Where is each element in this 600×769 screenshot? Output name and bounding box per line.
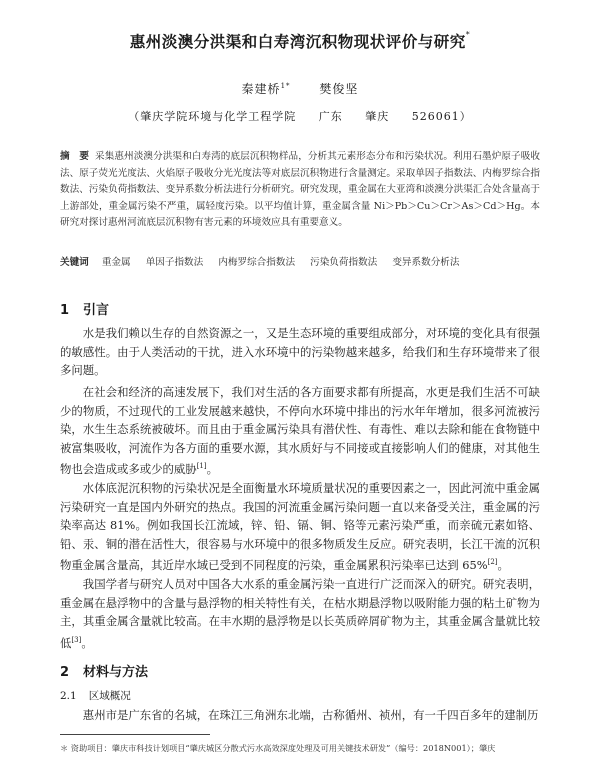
author-2: 樊俊坚 <box>319 82 359 96</box>
title-footnote-mark: * <box>465 30 471 39</box>
subsection-title: 区域概况 <box>88 690 131 702</box>
subsection-number: 2.1 <box>60 690 77 702</box>
paragraph <box>60 575 540 652</box>
author-line <box>0 80 600 97</box>
paragraph-text: 我国学者与研究人员对中国各大水系的重金属污染一直进行广泛而深入的研究。研究表明，重金属在悬浮物中的含量与悬浮物的相关特性有关，在枯水期悬浮物以吸附能力强的粘土矿物为主，其重金属含量就比较高。在丰水期的悬浮物是以长英质碎屑矿物为主，其重金属含量就比较低 <box>60 577 540 650</box>
paragraph <box>60 383 540 479</box>
abstract-label: 摘 要 <box>60 151 90 162</box>
section-number: 1 <box>60 303 70 318</box>
affiliation <box>0 108 600 124</box>
subsection-heading <box>60 688 131 703</box>
keywords-label: 关键词 <box>60 257 89 268</box>
keyword: 单因子指数法 <box>145 257 204 268</box>
section-title: 材料与方法 <box>83 665 149 680</box>
abstract-text: 采集惠州淡澳分洪渠和白寿湾的底层沉积物样品，分析其元素形态分布和污染状况。利用石墨炉原子吸收法、原子荧光光度法、火焰原子吸收分光光度法等对底层沉积物进行含量测定。采取单因子指数法、内梅罗综合指数法、污染负荷指数法、变异系数分析法进行分析研究。研究发现，重金属在大亚湾和淡澳分洪渠汇合处含量高于上游部处，重金属污染不严重，属轻度污染。以平均值计算，重金属含量 Ni＞Pb＞Cu＞Cr＞As＞Cd＞Hg。本研究对探讨惠州河流底层沉积物有害元素的环境效应具有重要意义。 <box>60 151 541 229</box>
section-2-heading <box>60 661 148 680</box>
paragraph <box>60 479 540 575</box>
citation: [2] <box>487 558 498 567</box>
section-title: 引言 <box>83 303 110 318</box>
paragraph-text: 在社会和经济的高速发展下，我们对生活的各方面要求都有所提高，水更是我们生活不可缺少的物质，不过现代的工业发展越来越快，不停向水环境中排出的污水年年增加，很多河流被污染，水生生态系统被破坏。而且由于重金属污染具有潜伏性、有毒性、难以去除和能在食物链中被富集吸收，河流作为各方面的重要水源，其水质好与不同接或直接影响人们的健康，对其他生物也会造成或多或少的威胁 <box>60 385 540 477</box>
paragraph-end: 。 <box>206 462 219 477</box>
paragraph-end: 。 <box>497 558 509 573</box>
citation: [3] <box>71 635 82 644</box>
paragraph-text: 惠州市是广东省的名城，在珠江三角洲东北端，古称循州、祯州，有一千四百多年的建制历 <box>82 708 539 722</box>
affiliation-org: （肇庆学院环境与化学工程学院 <box>128 110 297 123</box>
keyword: 污染负荷指数法 <box>310 257 378 268</box>
abstract <box>60 149 540 232</box>
paragraph <box>60 706 540 725</box>
keyword: 内梅罗综合指数法 <box>218 257 296 268</box>
affiliation-place: 广东 <box>318 110 343 123</box>
paragraph-text: 水体底泥沉积物的污染状况是全面衡量水环境质量状况的重要因素之一，因此河流中重金属污染研究一直是国内外研究的热点。我国的河流重金属污染问题一直以来备受关注，重金属的污染率高达 81%。例如我国长江流域，锌、铅、镉、铜、铬等元素污染严重，而亲硫元素如铬、铅、汞、铜的潜在活性大，很容易与水环境中的很多物质发生反应。研究表明，长江干流的沉积物重金属含量高，其近岸水域已受到不同程度的污染，重金属累积污染率已达到 65% <box>60 481 540 573</box>
section-number: 2 <box>60 665 70 680</box>
section-1-heading <box>60 299 109 318</box>
author-1-mark: 1* <box>280 82 291 90</box>
footnote-text: ＊ 资助项目：肇庆市科技计划项目“肇庆城区分散式污水高效深度处理及可用关键技术研发”（编号：2018N001）；肇庆 <box>60 743 496 753</box>
paper-title <box>0 30 600 52</box>
footnote <box>60 742 540 755</box>
author-1: 秦建桥 <box>241 82 281 96</box>
keyword: 变异系数分析法 <box>392 257 460 268</box>
footnote-divider <box>60 734 210 735</box>
paragraph <box>60 324 540 380</box>
paragraph-end: 。 <box>81 635 93 650</box>
keywords <box>60 254 540 268</box>
affiliation-code: 526061） <box>411 110 472 123</box>
paragraph-text: 水是我们赖以生存的自然资源之一，又是生态环境的重要组成部分，对环境的变化具有很强的敏感性。由于人类活动的干扰，进入水环境中的污染物越来越多，给我们和生存环境带来了很多问题。 <box>60 326 540 378</box>
affiliation-city: 肇庆 <box>365 110 390 123</box>
citation: [1] <box>196 462 207 471</box>
keyword: 重金属 <box>101 257 131 268</box>
paper-title-text: 惠州淡澳分洪渠和白寿湾沉积物现状评价与研究 <box>129 33 466 51</box>
